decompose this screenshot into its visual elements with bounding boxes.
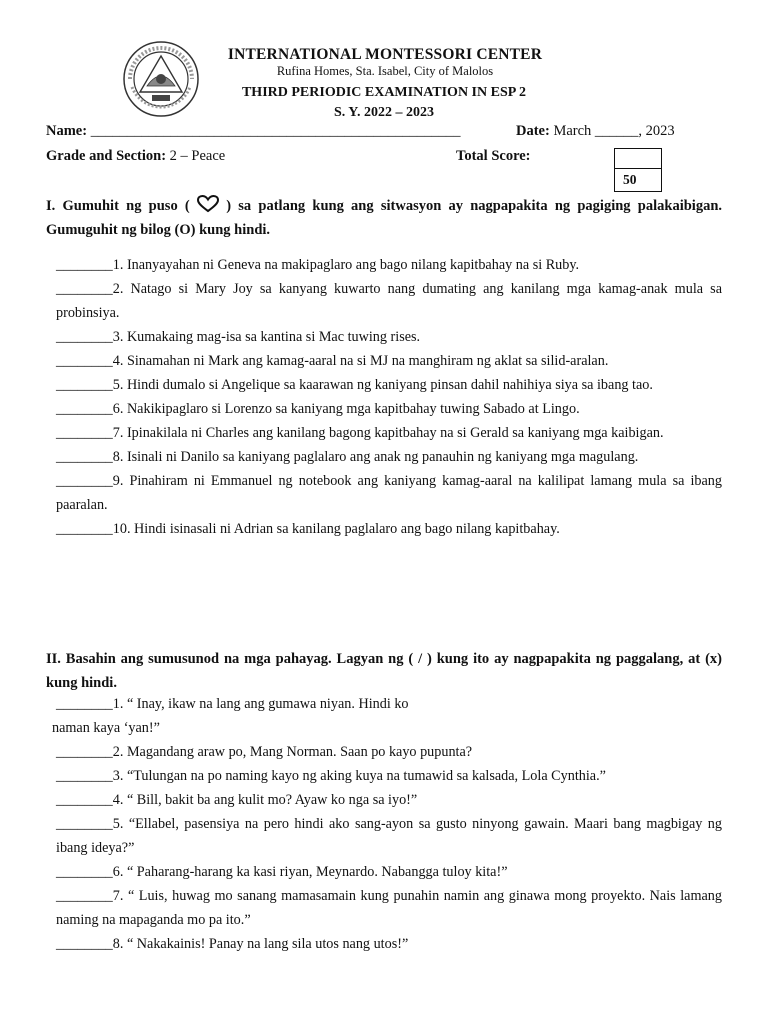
list-item: ________6. “ Paharang-harang ka kasi riyan, Meynardo. Nabangga tuloy kita!” — [56, 864, 508, 880]
list-item: ________4. Sinamahan ni Mark ang kamag-aaral na si MJ na manghiram ng aklat sa silid-aralan. — [56, 353, 609, 369]
section1-instruction — [46, 194, 722, 242]
section2-items — [46, 692, 722, 956]
list-item: ________7. Ipinakilala ni Charles ang kanilang bagong kapitbahay na si Gerald sa kaniyang mga kaibigan. — [56, 425, 664, 441]
list-item: ________8. “ Nakakainis! Panay na lang sila utos nang utos!” — [56, 936, 409, 952]
date-row — [516, 123, 675, 140]
heart-icon — [197, 195, 219, 213]
name-label: Name: — [46, 123, 88, 139]
section2-instruction: II. Basahin ang sumusunod na mga pahayag. Lagyan ng ( / ) kung ito ay nagpapakita ng paggalang, at (x) kung hindi. — [46, 651, 722, 691]
section1-instruction-end: ) sa patlang kung ang sitwasyon ay nagpapakita ng pagiging palakaibigan. Gumuguhit ng bilog (O) kung hindi. — [46, 198, 723, 238]
name-row — [46, 123, 460, 140]
list-item: ________7. “ Luis, huwag mo sanang mamasamain kung punahin namin ang ginawa mong proyekto. Nais lamang naming na mapaganda mo pa ito.” — [56, 888, 722, 928]
school-year: S. Y. 2022 – 2023 — [333, 105, 435, 120]
list-item: ________6. Nakikipaglaro si Lorenzo sa kaniyang mga kapitbahay tuwing Sabado at Lingo. — [56, 401, 580, 417]
list-item: ________1. “ Inay, ikaw na lang ang gumawa niyan. Hindi ko — [56, 696, 409, 712]
list-item: ________2. Natago si Mary Joy sa kanyang kuwarto nang dumating ang kanilang mga kamag-anak mula sa probinsiya. — [56, 281, 722, 321]
name-field[interactable]: ___________________________________________________ — [90, 123, 461, 139]
list-item: ________4. “ Bill, bakit ba ang kulit mo? Ayaw ko nga sa iyo!” — [56, 792, 418, 808]
list-item: ________8. Isinali ni Danilo sa kaniyang paglalaro ang anak ng panauhin ng kaniyang mga magulang. — [56, 449, 639, 465]
score-total: 50 — [623, 172, 637, 187]
exam-header — [0, 38, 768, 128]
grade-row — [46, 148, 225, 165]
school-address: Rufina Homes, Sta. Isabel, City of Malolos — [276, 64, 494, 78]
score-label: Total Score: — [456, 148, 531, 164]
school-name: INTERNATIONAL MONTESSORI CENTER — [227, 46, 543, 63]
list-item: ________5. Hindi dumalo si Angelique sa kaarawan ng kaniyang pinsan dahil nahihiya siya sa ibang tao. — [56, 377, 653, 393]
score-box — [614, 148, 662, 192]
date-field[interactable]: March ______, 2023 — [553, 123, 675, 139]
section1-instruction-start: I. Gumuhit ng puso ( — [46, 198, 190, 214]
list-item: ________5. “Ellabel, pasensiya na pero hindi ako sang-ayon sa gusto ninyong gawain. Maari bang magbigay ng ibang ideya?” — [56, 816, 722, 856]
exam-title: THIRD PERIODIC EXAMINATION IN ESP 2 — [241, 85, 527, 100]
list-item: ________3. Kumakaing mag-isa sa kantina si Mac tuwing rises. — [56, 329, 421, 345]
list-item: ________3. “Tulungan na po naming kayo ng aking kuya na tumawid sa kalsada, Lola Cynthia.” — [56, 768, 606, 784]
grade-value: 2 – Peace — [169, 148, 226, 164]
list-item: ________1. Inanyayahan ni Geneva na makipaglaro ang bago nilang kapitbahay na si Ruby. — [56, 257, 580, 273]
list-item: ________2. Magandang araw po, Mang Norman. Saan po kayo pupunta? — [56, 744, 473, 760]
score-divider — [615, 168, 661, 169]
list-item: ________10. Hindi isinasali ni Adrian sa kanilang paglalaro ang bago nilang kapitbahay. — [56, 521, 560, 537]
grade-label: Grade and Section: — [46, 148, 167, 164]
list-item-continuation: naman kaya ‘yan!” — [52, 720, 160, 736]
date-label: Date: — [516, 123, 550, 139]
list-item: ________9. Pinahiram ni Emmanuel ng notebook ang kaniyang kamag-aaral na kalilipat lamang mula sa ibang paaralan. — [56, 473, 722, 513]
section1-items — [46, 253, 722, 541]
